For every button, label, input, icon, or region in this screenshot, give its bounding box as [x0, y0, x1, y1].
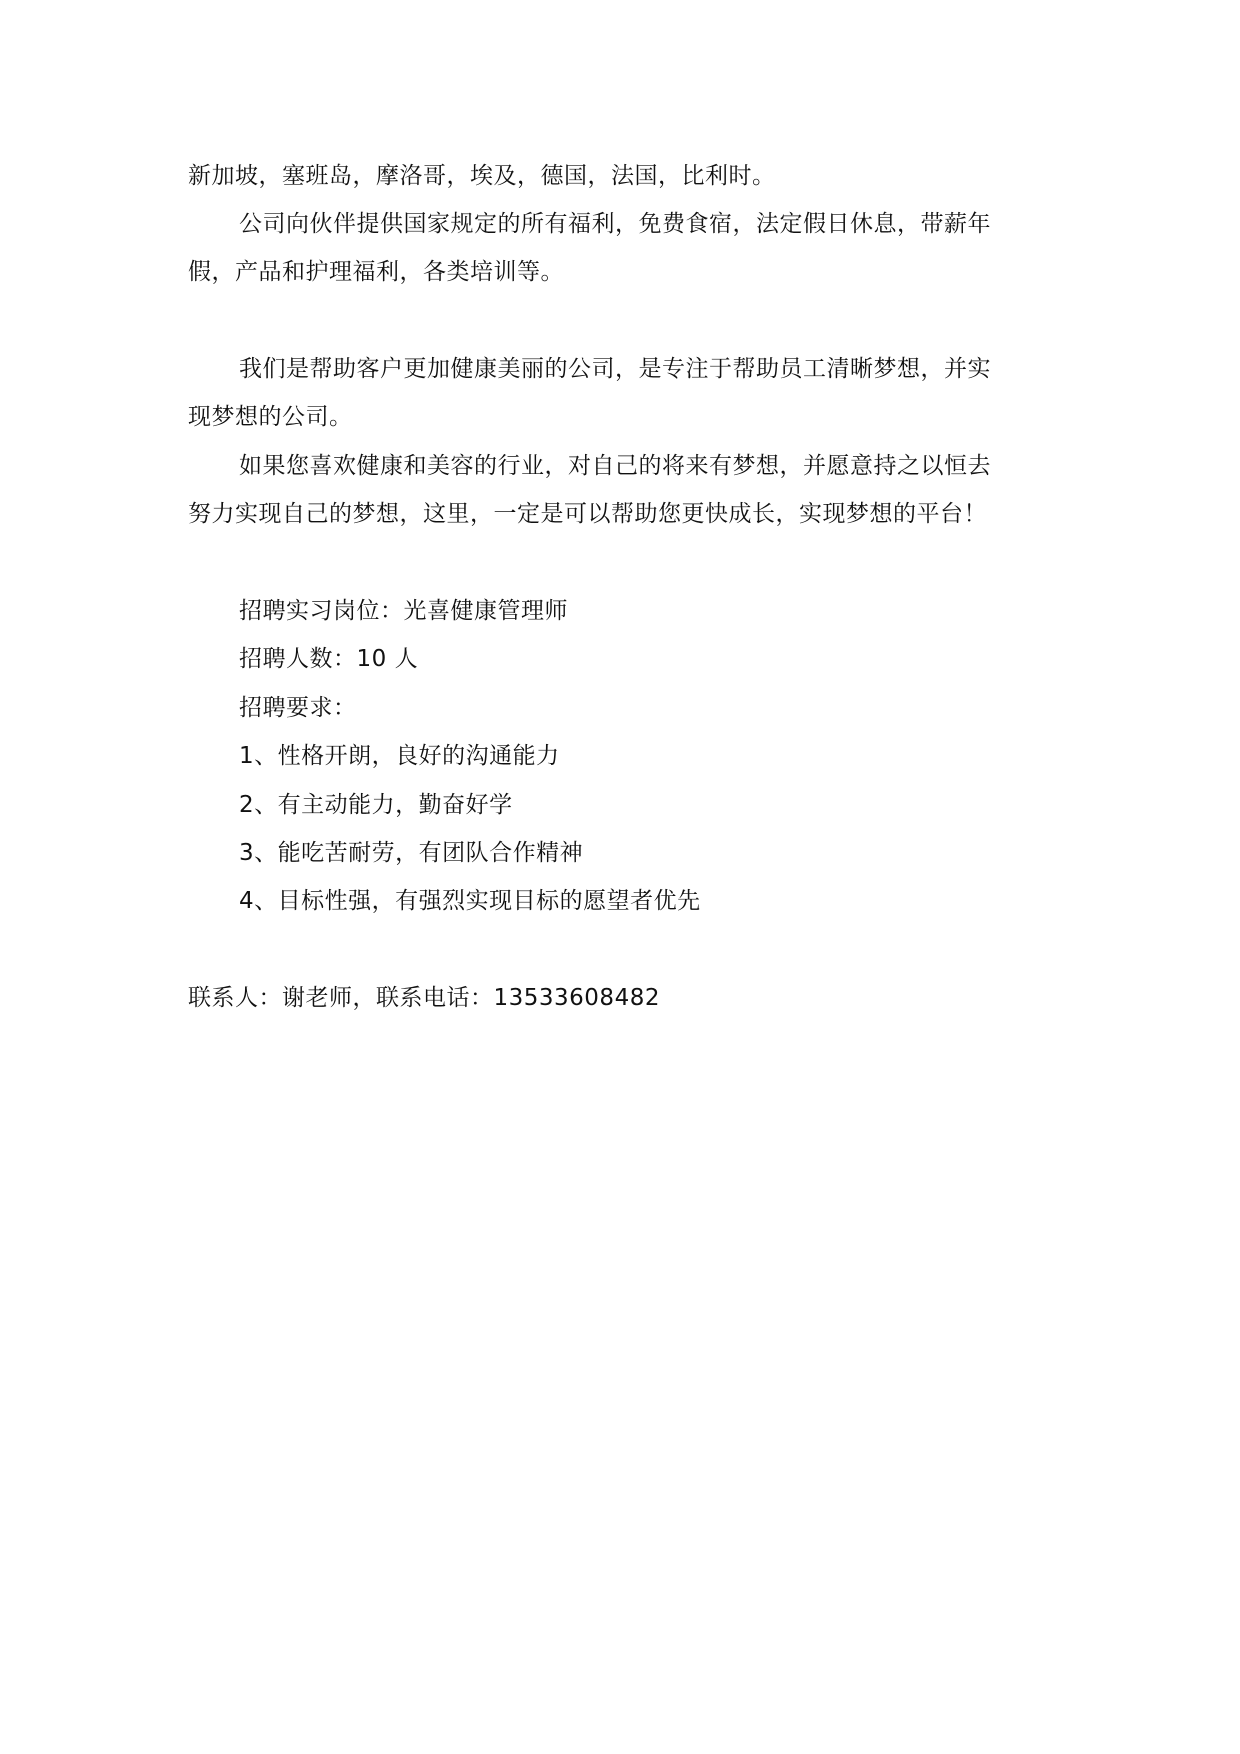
- headcount-line: 招聘人数：10 人: [239, 646, 419, 672]
- contact-line: 联系人：谢老师，联系电话：13533608482: [188, 985, 660, 1011]
- requirement-item: 1、性格开朗，良好的沟通能力: [239, 743, 560, 769]
- benefits-line-2: 假，产品和护理福利，各类培训等。: [188, 259, 564, 285]
- requirement-item: 3、能吃苦耐劳，有团队合作精神: [239, 840, 584, 866]
- benefits-line-1: 公司向伙伴提供国家规定的所有福利，免费食宿，法定假日休息，带薪年: [239, 211, 991, 237]
- requirements-heading: 招聘要求：: [239, 695, 357, 721]
- mission-line-2: 现梦想的公司。: [188, 404, 353, 430]
- requirement-item: 2、有主动能力，勤奋好学: [239, 792, 513, 818]
- invitation-line-1: 如果您喜欢健康和美容的行业，对自己的将来有梦想，并愿意持之以恒去: [239, 453, 991, 479]
- invitation-line-2: 努力实现自己的梦想，这里，一定是可以帮助您更快成长，实现梦想的平台！: [188, 501, 987, 527]
- position-line: 招聘实习岗位：光喜健康管理师: [239, 598, 568, 624]
- countries-line: 新加坡，塞班岛，摩洛哥，埃及，德国，法国，比利时。: [188, 163, 776, 189]
- requirement-item: 4、目标性强，有强烈实现目标的愿望者优先: [239, 888, 701, 914]
- mission-line-1: 我们是帮助客户更加健康美丽的公司，是专注于帮助员工清晰梦想，并实: [239, 356, 991, 382]
